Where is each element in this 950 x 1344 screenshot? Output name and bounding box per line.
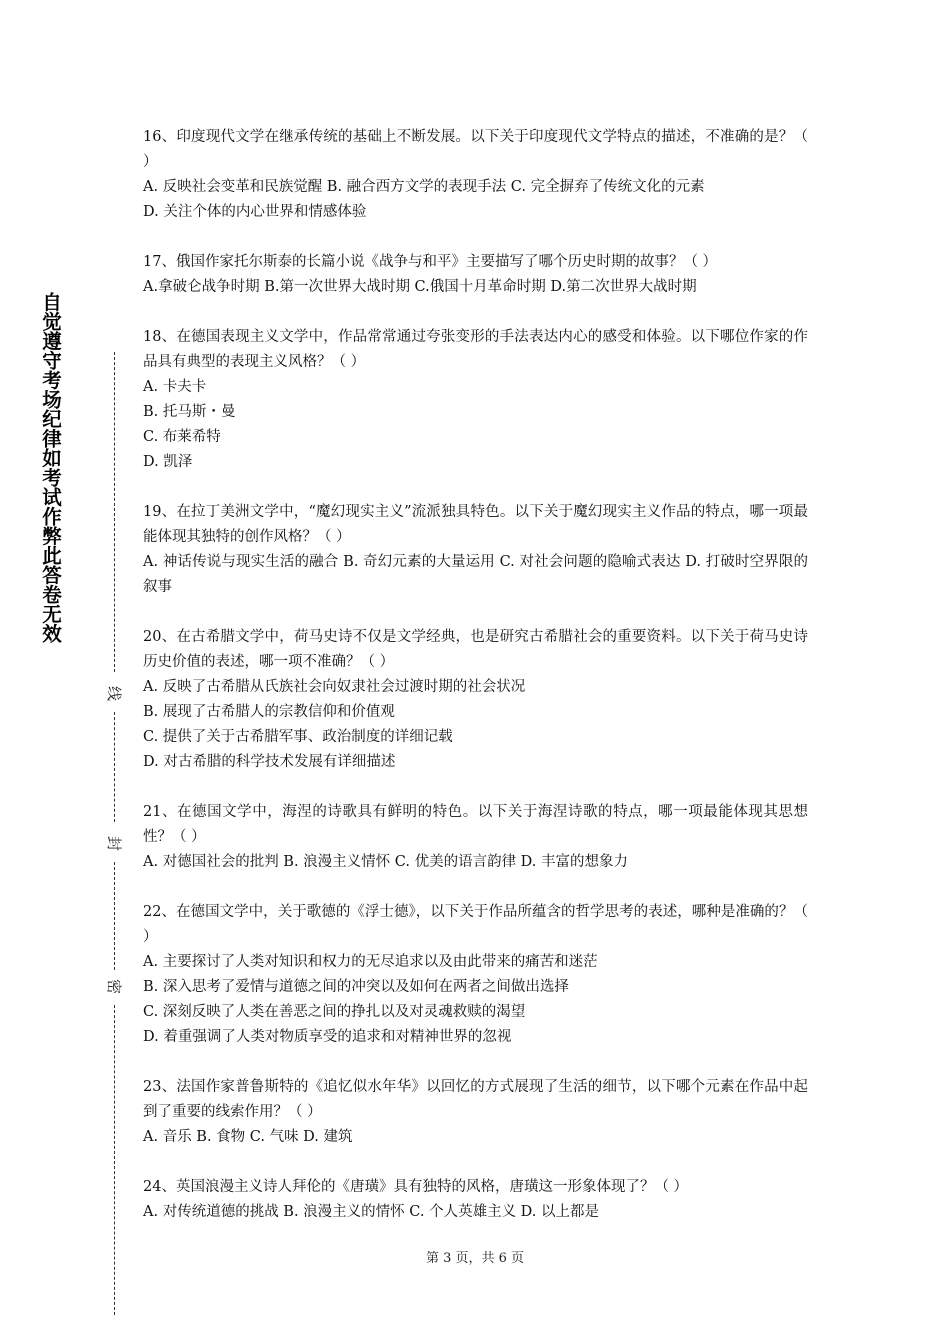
question-option: A.拿破仑战争时期 B.第一次世界大战时期 C.俄国十月革命时期 D.第二次世界大战时期: [143, 279, 697, 295]
question-21: [143, 800, 808, 875]
question-option: D. 凯泽: [143, 454, 193, 470]
question-option: B. 深入思考了爱情与道德之间的冲突以及如何在两者之间做出选择: [143, 979, 569, 995]
question-stem: 21、在德国文学中，海涅的诗歌具有鲜明的特色。以下关于海涅诗歌的特点，哪一项最能体现其思想性？（ ）: [143, 804, 808, 845]
exam-discipline-warning: 自觉遵守考场纪律如考试作弊此答卷无效: [39, 292, 62, 643]
question-option: A. 神话传说与现实生活的融合 B. 奇幻元素的大量运用 C. 对社会问题的隐喻式表达 D. 打破时空界限的叙事: [143, 554, 808, 595]
question-22: [143, 900, 808, 1050]
binding-dashed-line: [114, 712, 115, 822]
question-stem: 20、在古希腊文学中，荷马史诗不仅是文学经典，也是研究古希腊社会的重要资料。以下关于荷马史诗历史价值的表述，哪一项不准确？（ ）: [143, 629, 808, 670]
question-list: [143, 125, 808, 1250]
question-option: A. 卡夫卡: [143, 379, 207, 395]
question-23: [143, 1075, 808, 1150]
question-18: [143, 325, 808, 475]
question-stem: 16、印度现代文学在继承传统的基础上不断发展。以下关于印度现代文学特点的描述，不准确的是？（ ）: [143, 129, 808, 170]
seal-char-secret: 密: [105, 978, 124, 995]
question-option: D. 对古希腊的科学技术发展有详细描述: [143, 754, 396, 770]
question-option: A. 音乐 B. 食物 C. 气味 D. 建筑: [143, 1129, 353, 1145]
binding-dashed-line: [114, 352, 115, 672]
question-option: A. 主要探讨了人类对知识和权力的无尽追求以及由此带来的痛苦和迷茫: [143, 954, 598, 970]
question-stem: 18、在德国表现主义文学中，作品常常通过夸张变形的手法表达内心的感受和体验。以下哪位作家的作品具有典型的表现主义风格？（ ）: [143, 329, 808, 370]
question-stem: 24、英国浪漫主义诗人拜伦的《唐璜》具有独特的风格，唐璜这一形象体现了？（ ）: [143, 1179, 689, 1195]
question-17: [143, 250, 808, 300]
question-option: C. 深刻反映了人类在善恶之间的挣扎以及对灵魂救赎的渴望: [143, 1004, 526, 1020]
seal-char-line: 线: [105, 685, 124, 702]
question-16: [143, 125, 808, 225]
question-option: A. 对传统道德的挑战 B. 浪漫主义的情怀 C. 个人英雄主义 D. 以上都是: [143, 1204, 600, 1220]
question-option: B. 托马斯・曼: [143, 404, 236, 420]
seal-char-seal: 封: [105, 835, 124, 852]
question-option: A. 反映社会变革和民族觉醒 B. 融合西方文学的表现手法 C. 完全摒弃了传统文化的元素: [143, 179, 705, 195]
page-number: 第 3 页，共 6 页: [425, 1251, 525, 1266]
question-20: [143, 625, 808, 775]
question-option: D. 着重强调了人类对物质享受的追求和对精神世界的忽视: [143, 1029, 512, 1045]
question-option: D. 关注个体的内心世界和情感体验: [143, 204, 367, 220]
question-option: A. 反映了古希腊从氏族社会向奴隶社会过渡时期的社会状况: [143, 679, 526, 695]
question-stem: 17、俄国作家托尔斯泰的长篇小说《战争与和平》主要描写了哪个历史时期的故事？（ ）: [143, 254, 718, 270]
question-stem: 22、在德国文学中，关于歌德的《浮士德》，以下关于作品所蕴含的哲学思考的表述，哪种是准确的？（ ）: [143, 904, 808, 945]
question-24: [143, 1175, 808, 1225]
question-stem: 19、在拉丁美洲文学中，“魔幻现实主义”流派独具特色。以下关于魔幻现实主义作品的特点，哪一项最能体现其独特的创作风格？（ ）: [143, 504, 808, 545]
question-option: C. 布莱希特: [143, 429, 221, 445]
question-option: A. 对德国社会的批判 B. 浪漫主义情怀 C. 优美的语言韵律 D. 丰富的想象力: [143, 854, 629, 870]
question-stem: 23、法国作家普鲁斯特的《追忆似水年华》以回忆的方式展现了生活的细节，以下哪个元素在作品中起到了重要的线索作用？（ ）: [143, 1079, 808, 1120]
binding-dashed-line: [114, 1005, 115, 1315]
question-option: C. 提供了关于古希腊军事、政治制度的详细记载: [143, 729, 453, 745]
question-19: [143, 500, 808, 600]
binding-dashed-line: [114, 862, 115, 970]
question-option: B. 展现了古希腊人的宗教信仰和价值观: [143, 704, 395, 720]
